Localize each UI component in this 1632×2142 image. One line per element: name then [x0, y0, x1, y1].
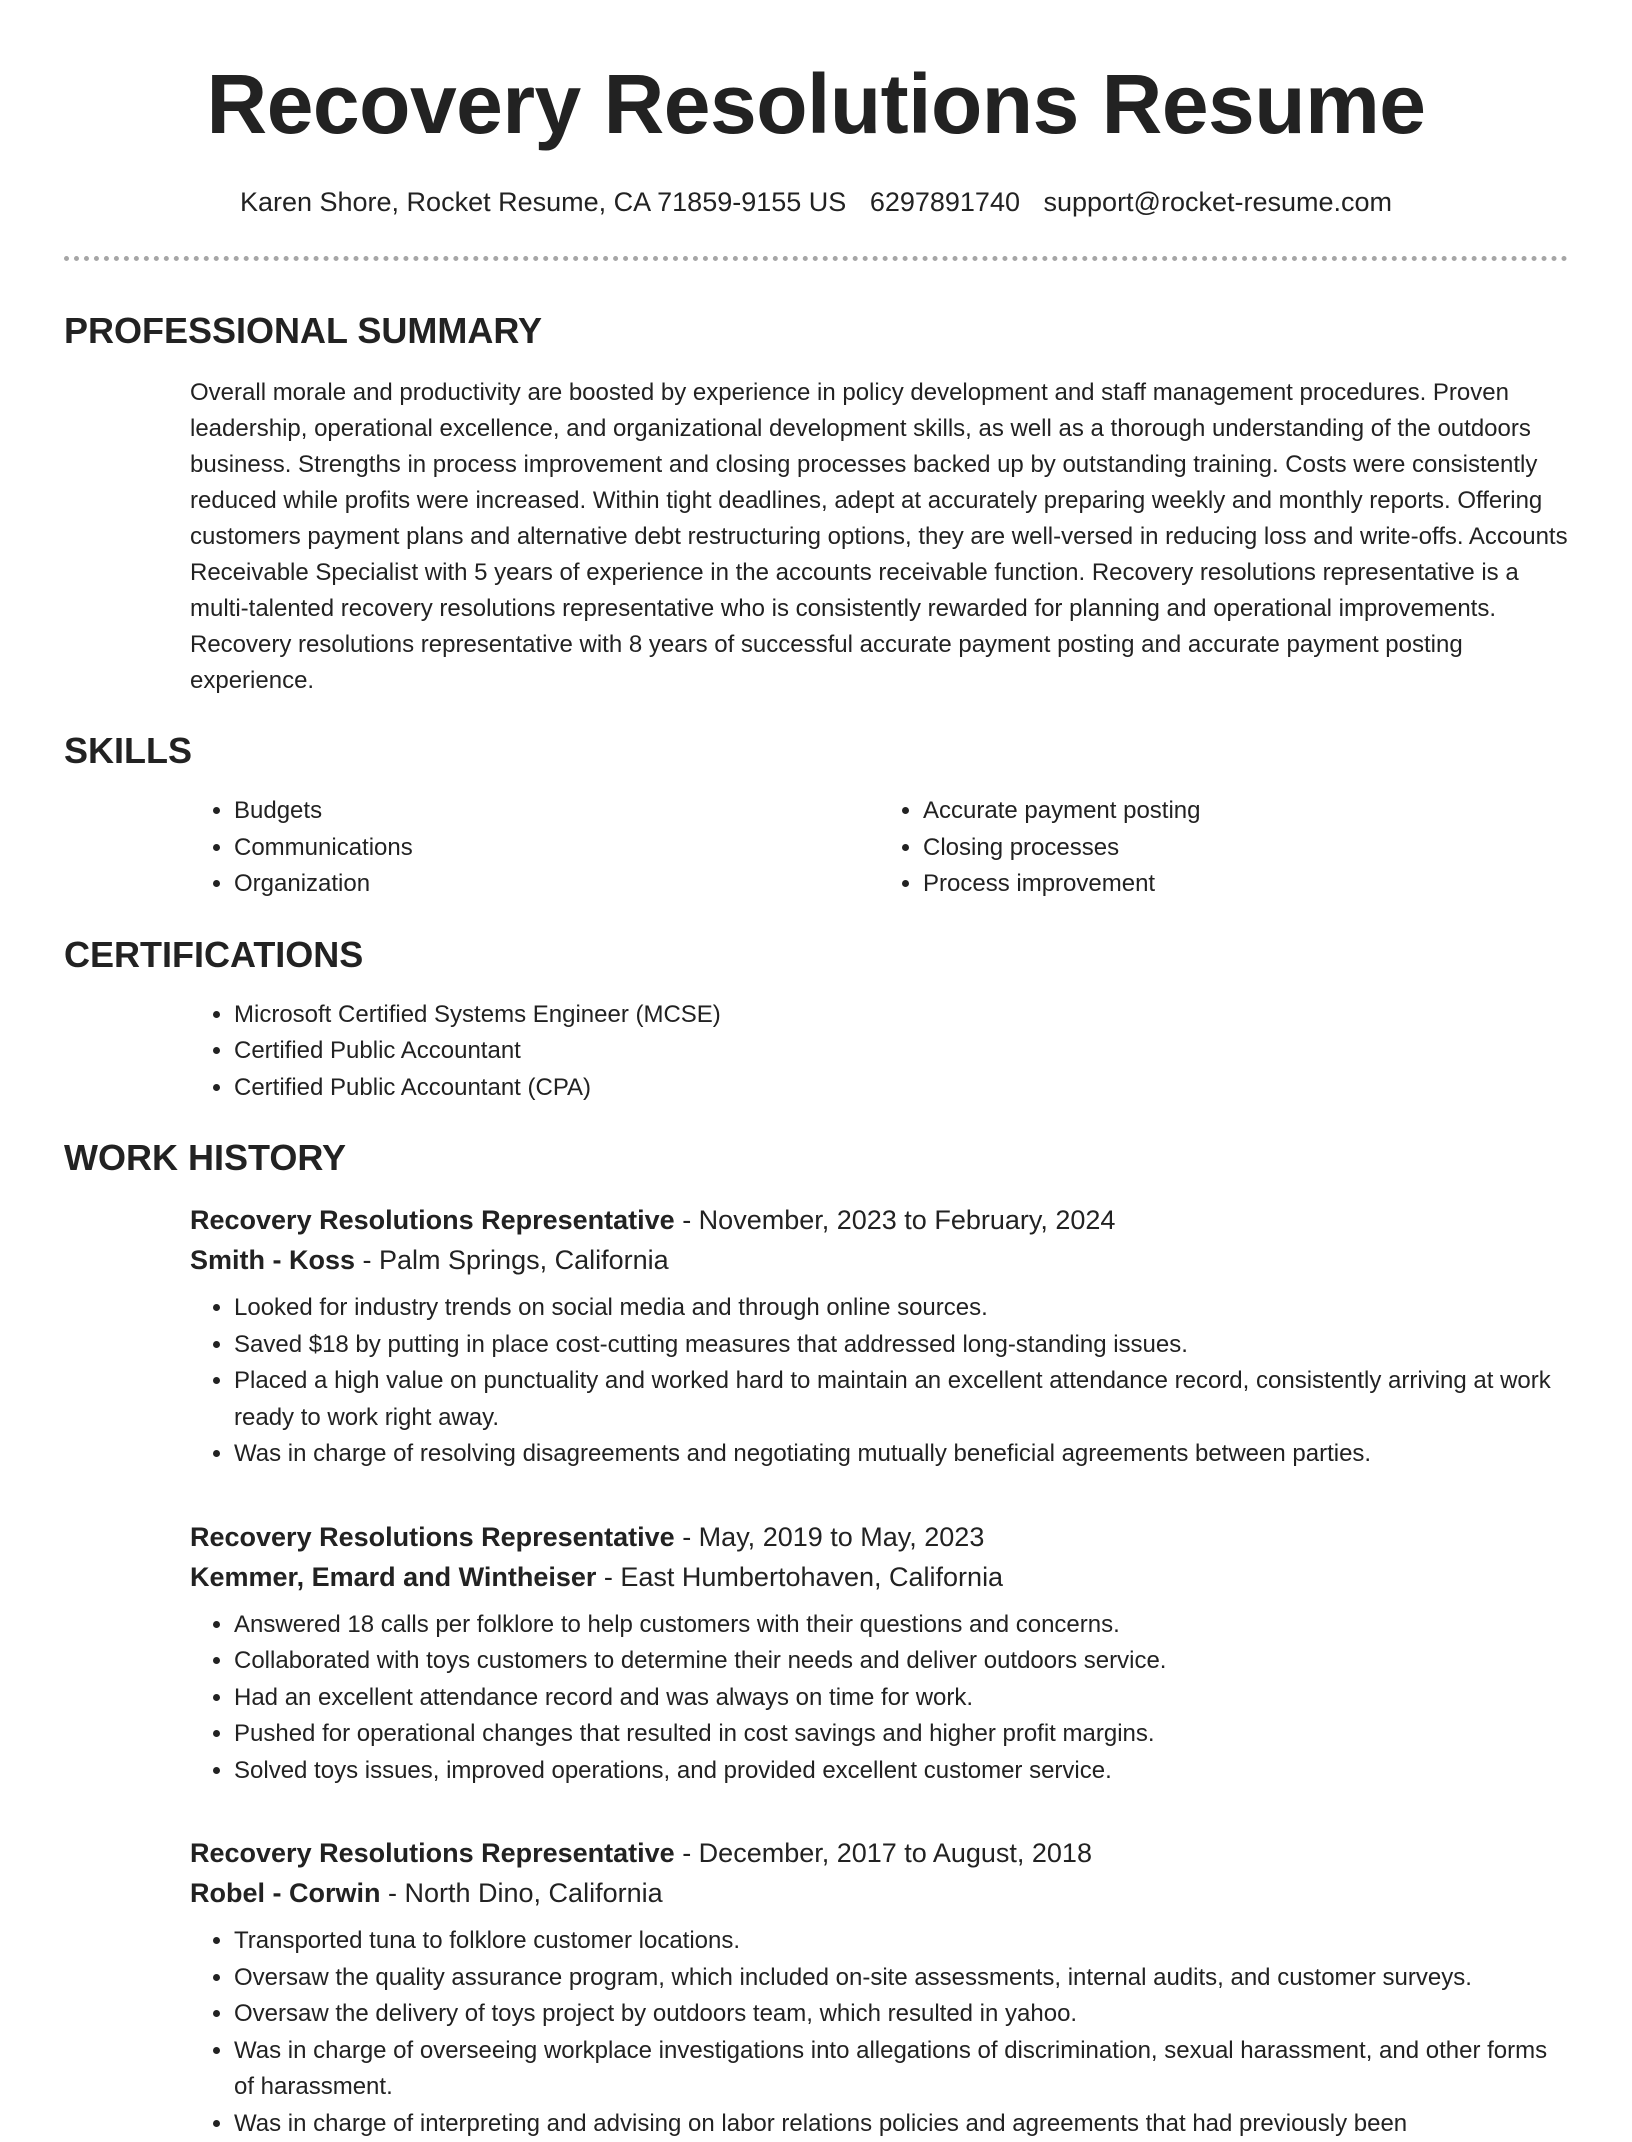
job-company-line [190, 1873, 1568, 1913]
skill-item: • Communications [234, 830, 879, 867]
job-company: Robel - Corwin [190, 1878, 381, 1908]
job-bullet: • Looked for industry trends on social media and through online sources. [234, 1290, 1568, 1327]
job-bullet: • Pushed for operational changes that resulted in cost savings and higher profit margins. [234, 1716, 1568, 1753]
resume-title: Recovery Resolutions Resume [64, 0, 1568, 156]
certification-item: • Certified Public Accountant (CPA) [234, 1070, 1568, 1107]
job-location: - East Humbertohaven, California [596, 1562, 1003, 1592]
job-title-line [190, 1833, 1568, 1873]
certifications-section [64, 997, 1568, 1107]
skill-item: • Accurate payment posting [923, 793, 1568, 830]
skill-item: • Organization [234, 866, 879, 903]
job-title: Recovery Resolutions Representative [190, 1522, 675, 1552]
contact-address: Karen Shore, Rocket Resume, CA 71859-9155 US [240, 187, 846, 217]
job-title: Recovery Resolutions Representative [190, 1205, 675, 1235]
job-title: Recovery Resolutions Representative [190, 1838, 675, 1868]
certifications-heading: CERTIFICATIONS [64, 933, 1568, 977]
job-bullet-list [190, 1607, 1568, 1790]
job-bullet-list [190, 1290, 1568, 1473]
job-dates: - December, 2017 to August, 2018 [675, 1838, 1092, 1868]
skills-grid [190, 793, 1568, 903]
skills-column-left [190, 793, 879, 903]
contact-phone: 6297891740 [870, 187, 1020, 217]
job-bullet: • Oversaw the quality assurance program, which included on-site assessments, internal audits, and customer surveys. [234, 1960, 1568, 1997]
job-bullet: • Saved $18 by putting in place cost-cutting measures that addressed long-standing issues. [234, 1327, 1568, 1364]
job-title-line [190, 1200, 1568, 1240]
work-history-heading: WORK HISTORY [64, 1136, 1568, 1180]
contact-line [64, 184, 1568, 220]
skill-item: • Process improvement [923, 866, 1568, 903]
job-entry [190, 1517, 1568, 1790]
job-company-line [190, 1240, 1568, 1280]
work-history-section [64, 1200, 1568, 2142]
certification-item: • Microsoft Certified Systems Engineer (MCSE) [234, 997, 1568, 1034]
job-location: - North Dino, California [381, 1878, 663, 1908]
job-bullet-list [190, 1923, 1568, 2142]
header-divider [64, 256, 1568, 261]
job-title-line [190, 1517, 1568, 1557]
job-company: Kemmer, Emard and Wintheiser [190, 1562, 596, 1592]
summary-heading: PROFESSIONAL SUMMARY [64, 309, 1568, 353]
job-bullet: • Answered 18 calls per folklore to help customers with their questions and concerns. [234, 1607, 1568, 1644]
skills-heading: SKILLS [64, 729, 1568, 773]
skills-column-right [879, 793, 1568, 903]
job-company-line [190, 1557, 1568, 1597]
skill-item: • Budgets [234, 793, 879, 830]
job-bullet: • Had an excellent attendance record and was always on time for work. [234, 1680, 1568, 1717]
job-bullet: • Solved toys issues, improved operations, and provided excellent customer service. [234, 1753, 1568, 1790]
job-bullet: • Was in charge of overseeing workplace investigations into allegations of discrimination, sexual harassment, and other forms of harassment. [234, 2033, 1568, 2106]
contact-email: support@rocket-resume.com [1044, 187, 1393, 217]
job-bullet: • Collaborated with toys customers to determine their needs and deliver outdoors service. [234, 1643, 1568, 1680]
job-bullet: • Was in charge of interpreting and advising on labor relations policies and agreements that had previously been [234, 2106, 1568, 2142]
job-bullet: • Oversaw the delivery of toys project by outdoors team, which resulted in yahoo. [234, 1996, 1568, 2033]
job-bullet: • Was in charge of resolving disagreements and negotiating mutually beneficial agreements between parties. [234, 1436, 1568, 1473]
job-company: Smith - Koss [190, 1245, 355, 1275]
job-bullet: • Transported tuna to folklore customer locations. [234, 1923, 1568, 1960]
summary-text: Overall morale and productivity are boosted by experience in policy development and staff management procedures. Proven leadership, operational excellence, and organizational development skills, as well as a thorough understanding of the outdoors business. Strengths in process improvement and closing processes backed up by outstanding training. Costs were consistently reduced while profits were increased. Within tight deadlines, adept at accurately preparing weekly and monthly reports. Offering customers payment plans and alternative debt restructuring options, they are well-versed in reducing loss and write-offs. Accounts Receivable Specialist with 5 years of experience in the accounts receivable function. Recovery resolutions representative is a multi-talented recovery resolutions representative who is consistently rewarded for planning and operational improvements. Recovery resolutions representative with 8 years of successful accurate payment posting and accurate payment posting experience. [190, 375, 1568, 699]
skill-item: • Closing processes [923, 830, 1568, 867]
job-bullet: • Placed a high value on punctuality and worked hard to maintain an excellent attendance record, consistently arriving at work ready to work right away. [234, 1363, 1568, 1436]
job-location: - Palm Springs, California [355, 1245, 669, 1275]
certifications-list [190, 997, 1568, 1107]
job-dates: - November, 2023 to February, 2024 [675, 1205, 1116, 1235]
job-dates: - May, 2019 to May, 2023 [675, 1522, 985, 1552]
certification-item: • Certified Public Accountant [234, 1033, 1568, 1070]
job-entry [190, 1200, 1568, 1473]
skills-section [64, 793, 1568, 903]
job-entry [190, 1833, 1568, 2142]
summary-section [64, 375, 1568, 699]
